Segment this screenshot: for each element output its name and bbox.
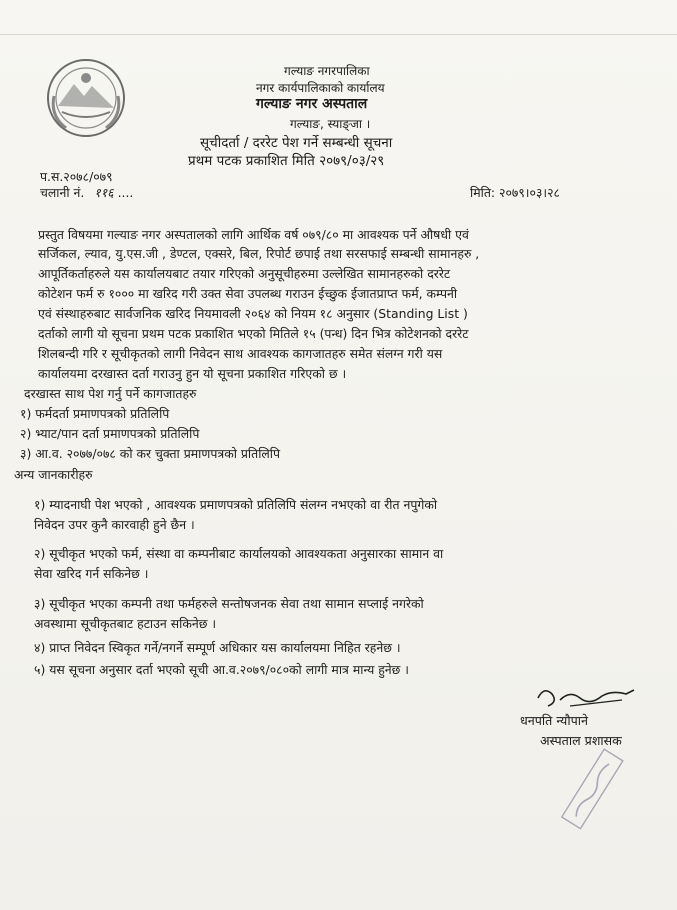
document-item: १) फर्मदर्ता प्रमाणपत्रको प्रतिलिपि <box>20 406 170 421</box>
municipality-name: गल्याङ नगरपालिका <box>284 64 370 78</box>
hospital-address: गल्याङ, स्याङ्जा । <box>290 117 371 131</box>
date-label: मिति: <box>470 185 496 200</box>
other-info-item: १) म्यादनाघी पेश भएको , आवश्यक प्रमाणपत्रको प्रतिलिपि संलग्न नभएको वा रीत नपुगेको <box>34 497 438 512</box>
body-line: कोटेशन फर्म रु १००० मा खरिद गरी उक्त सेवा उपलब्ध गराउन ईच्छुक ईजातप्राप्त फर्म, कम्पनी <box>38 286 458 301</box>
hospital-name: गल्याङ नगर अस्पताल <box>256 96 368 112</box>
other-info-item: निवेदन उपर कुनै कारवाही हुने छैन । <box>34 517 195 532</box>
document-item: २) भ्याट/पान दर्ता प्रमाणपत्रको प्रतिलिपि <box>20 426 200 441</box>
body-line: कार्यालयमा दरखास्त दर्ता गराउनु हुन यो सूचना प्रकाशित गरिएको छ । <box>38 366 347 381</box>
body-line: दर्ताको लागी यो सूचना प्रथम पटक प्रकाशित भएको मितिले १५ (पन्ध) दिन भित्र कोटेशनको दररेट <box>38 326 469 341</box>
office-stamp-icon <box>548 745 640 835</box>
office-name: नगर कार्यपालिकाको कार्यालय <box>256 81 385 95</box>
document-item: ३) आ.व. २०७७/०७८ को कर चुक्ता प्रमाणपत्रको प्रतिलिपि <box>20 446 281 461</box>
reference-number: प.स.२०७८/०७९ <box>40 169 113 184</box>
body-line: सर्जिकल, ल्याव, यु.एस.जी , डेण्टल, एक्सरे, बिल, रिपोर्ट छपाई तथा सरसफाई सम्बन्धी सामानहरु , <box>38 246 480 261</box>
other-info-item: २) सूचीकृत भएको फर्म, संस्था वा कम्पनीबाट कार्यालयको आवश्यकता अनुसारका सामान वा <box>34 546 444 561</box>
notice-subtitle: प्रथम पटक प्रकाशित मिति २०७९/०३/२९ <box>188 153 385 169</box>
issue-date <box>470 185 560 200</box>
notice-title: सूचीदर्ता / दररेट पेश गर्ने सम्बन्धी सूचना <box>200 135 393 151</box>
body-line: प्रस्तुत विषयमा गल्याङ नगर अस्पतालको लागि आर्थिक वर्ष ०७९/८० मा आवश्यक पर्ने औषधी एवं <box>38 227 469 242</box>
date-value: २०७९।०३।२८ <box>499 185 560 200</box>
body-line: शिलबन्दी गरि र सूचीकृतको लागी निवेदन साथ आवश्यक कागजातहरु समेत संलग्न गरी यस <box>38 346 443 361</box>
signatory-post: अस्पताल प्रशासक <box>540 733 622 748</box>
emblem-seal-icon <box>44 56 128 140</box>
other-info-heading: अन्य जानकारीहरु <box>14 467 93 482</box>
body-line: एवं संस्थाहरुबाट सार्वजनिक खरिद नियमावली २०६४ को नियम १८ अनुसार (Standing List ) <box>38 306 468 321</box>
other-info-item: अवस्थामा सूचीकृतबाट हटाउन सकिनेछ । <box>34 616 217 631</box>
body-line: आपूर्तिकर्ताहरुले यस कार्यालयबाट तयार गरिएको अनुसूचीहरुमा उल्लेखित सामानहरुको दररेट <box>38 266 451 281</box>
dispatch-value: ११६ <box>94 185 114 200</box>
dispatch-number: चलानी नं. ११६ .... <box>40 185 134 200</box>
dispatch-label: चलानी नं. <box>40 185 85 200</box>
other-info-item: ५) यस सूचना अनुसार दर्ता भएको सूची आ.व.२०७९/०८०को लागी मात्र मान्य हुनेछ । <box>34 662 410 677</box>
documents-heading: दरखास्त साथ पेश गर्नु पर्ने कागजातहरु <box>24 386 197 401</box>
other-info-item: सेवा खरिद गर्न सकिनेछ । <box>34 566 149 581</box>
scan-edge-line <box>0 34 677 35</box>
signatory-name: धनपति न्यौपाने <box>520 713 589 728</box>
other-info-item: ४) प्राप्त निवेदन स्विकृत गर्ने/नगर्ने सम्पूर्ण अधिकार यस कार्यालयमा निहित रहनेछ । <box>34 640 401 655</box>
other-info-item: ३) सूचीकृत भएका कम्पनी तथा फर्महरुले सन्तोषजनक सेवा तथा सामान सप्लाई नगरेको <box>34 596 424 611</box>
